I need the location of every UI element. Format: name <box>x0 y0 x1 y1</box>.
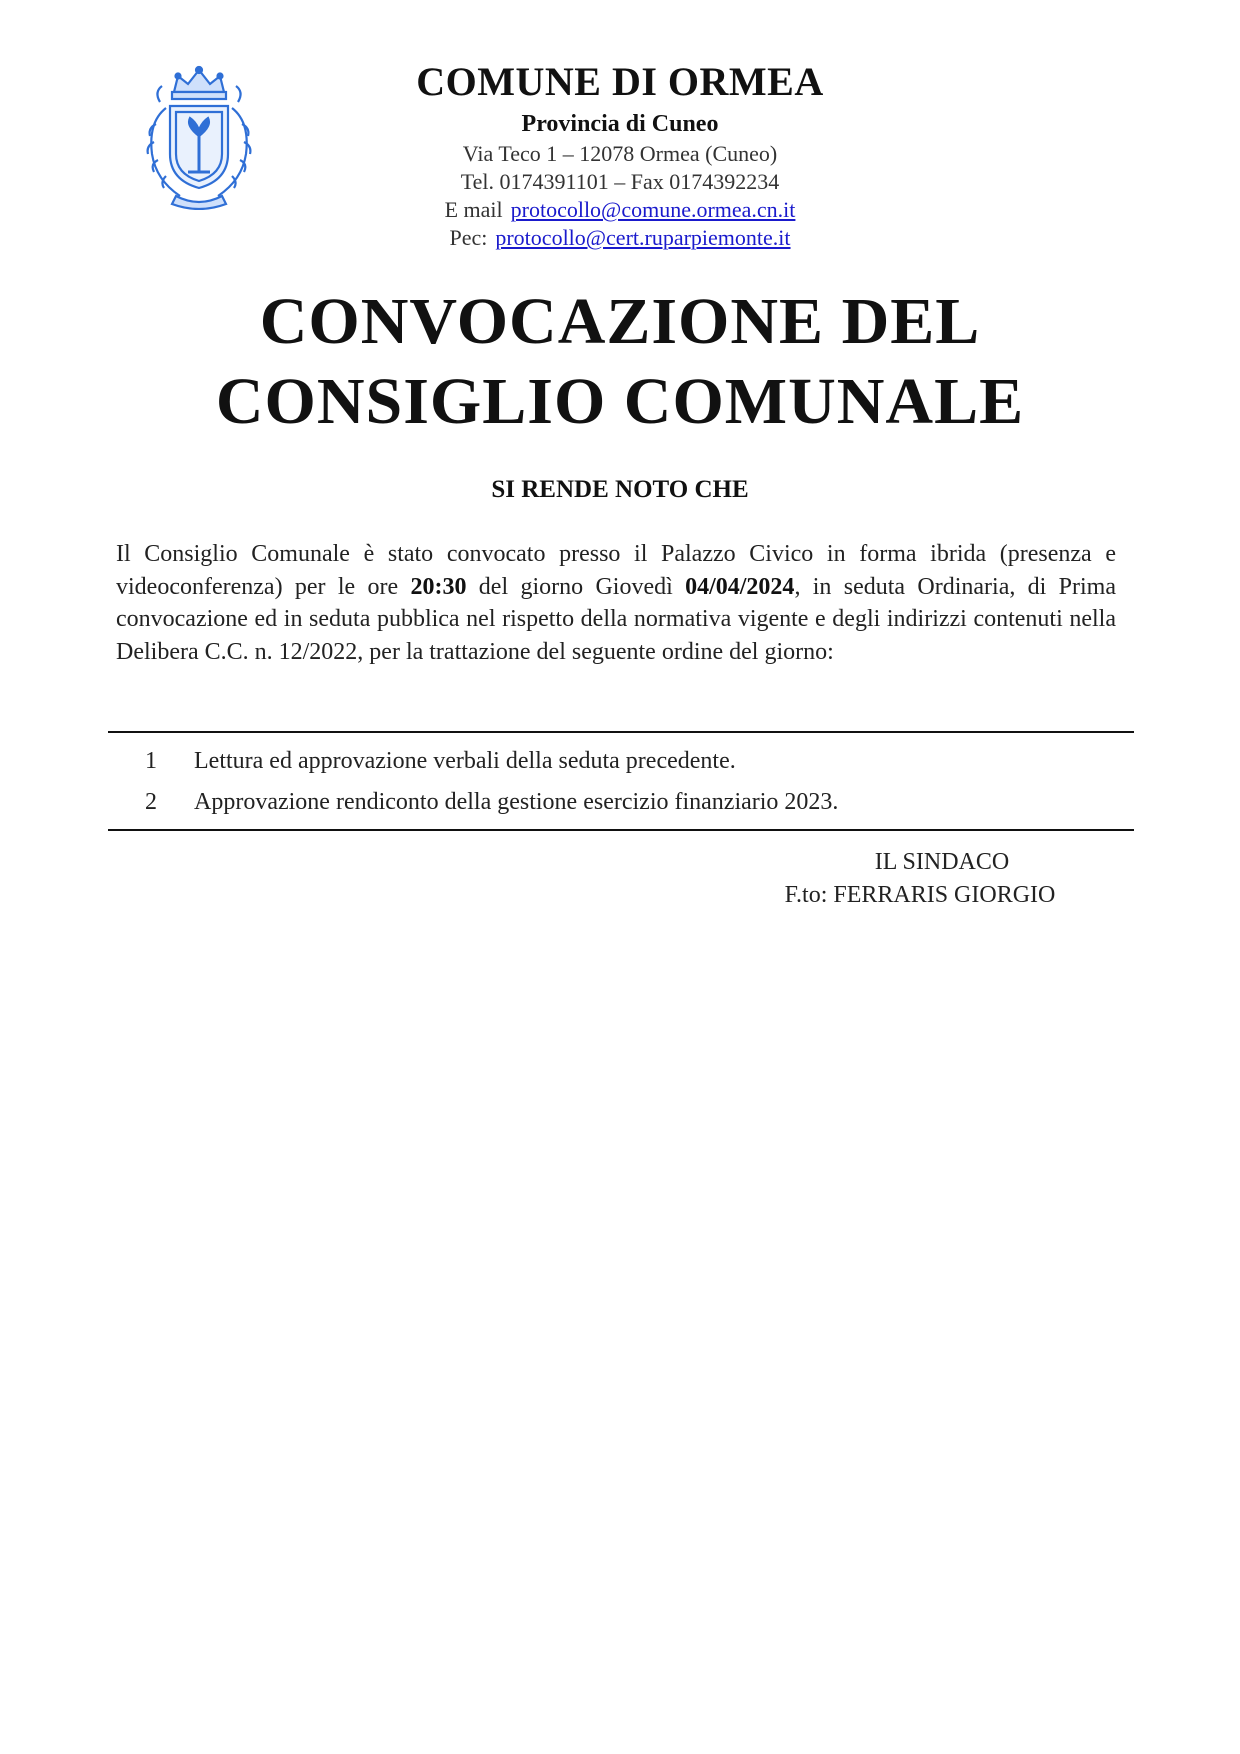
meeting-date: 04/04/2024 <box>685 573 795 600</box>
notice-heading: SI RENDE NOTO CHE <box>491 476 749 503</box>
email-line <box>330 196 910 224</box>
agenda-item-text: Approvazione rendiconto della gestione esercizio finanziario 2023. <box>194 789 839 815</box>
agenda-item <box>108 741 1134 782</box>
signatory-name: F.to: FERRARIS GIORGIO <box>784 882 1056 908</box>
pec-line <box>330 224 910 252</box>
phone-fax: Tel. 0174391101 – Fax 0174392234 <box>460 169 780 194</box>
email-label: E mail <box>444 197 503 222</box>
province-name: Provincia di Cuneo <box>521 111 719 137</box>
pec-link[interactable]: protocollo@cert.ruparpiemonte.it <box>495 225 791 250</box>
municipality-name: COMUNE DI ORMEA <box>416 59 824 104</box>
agenda-item-number: 2 <box>145 789 157 815</box>
body-part-1: Il Consiglio Comunale è stato convocato presso il Palazzo Civico in forma ibrida (presenza e videoconferenza) per le ore <box>116 541 1116 600</box>
body-part-2: del giorno Giovedì <box>466 573 686 600</box>
address: Via Teco 1 – 12078 Ormea (Cuneo) <box>462 141 778 166</box>
agenda-item <box>108 782 1134 823</box>
agenda-item-text: Lettura ed approvazione verbali della seduta precedente. <box>194 748 736 774</box>
agenda-table <box>108 731 1134 831</box>
agenda-item-number: 1 <box>145 748 157 774</box>
email-link[interactable]: protocollo@comune.ormea.cn.it <box>510 197 796 222</box>
signature-block <box>720 846 1120 912</box>
convocation-paragraph <box>116 538 1116 668</box>
title-line-1: CONVOCAZIONE DEL <box>259 285 981 358</box>
letterhead <box>330 58 910 252</box>
body-part-3: , in seduta Ordinaria, di Prima convocazione ed in seduta pubblica nel rispetto della normativa vigente e degli indirizzi contenuti nella Delibera C.C. n. 12/2022, per la trattazione del seguente ordine del giorno: <box>116 573 1116 665</box>
municipal-crest-icon <box>130 62 268 210</box>
document-title <box>100 282 1140 442</box>
signatory-role: IL SINDACO <box>874 849 1010 875</box>
meeting-time: 20:30 <box>410 573 467 600</box>
title-line-2: CONSIGLIO COMUNALE <box>215 365 1025 438</box>
pec-label: Pec: <box>449 225 488 250</box>
